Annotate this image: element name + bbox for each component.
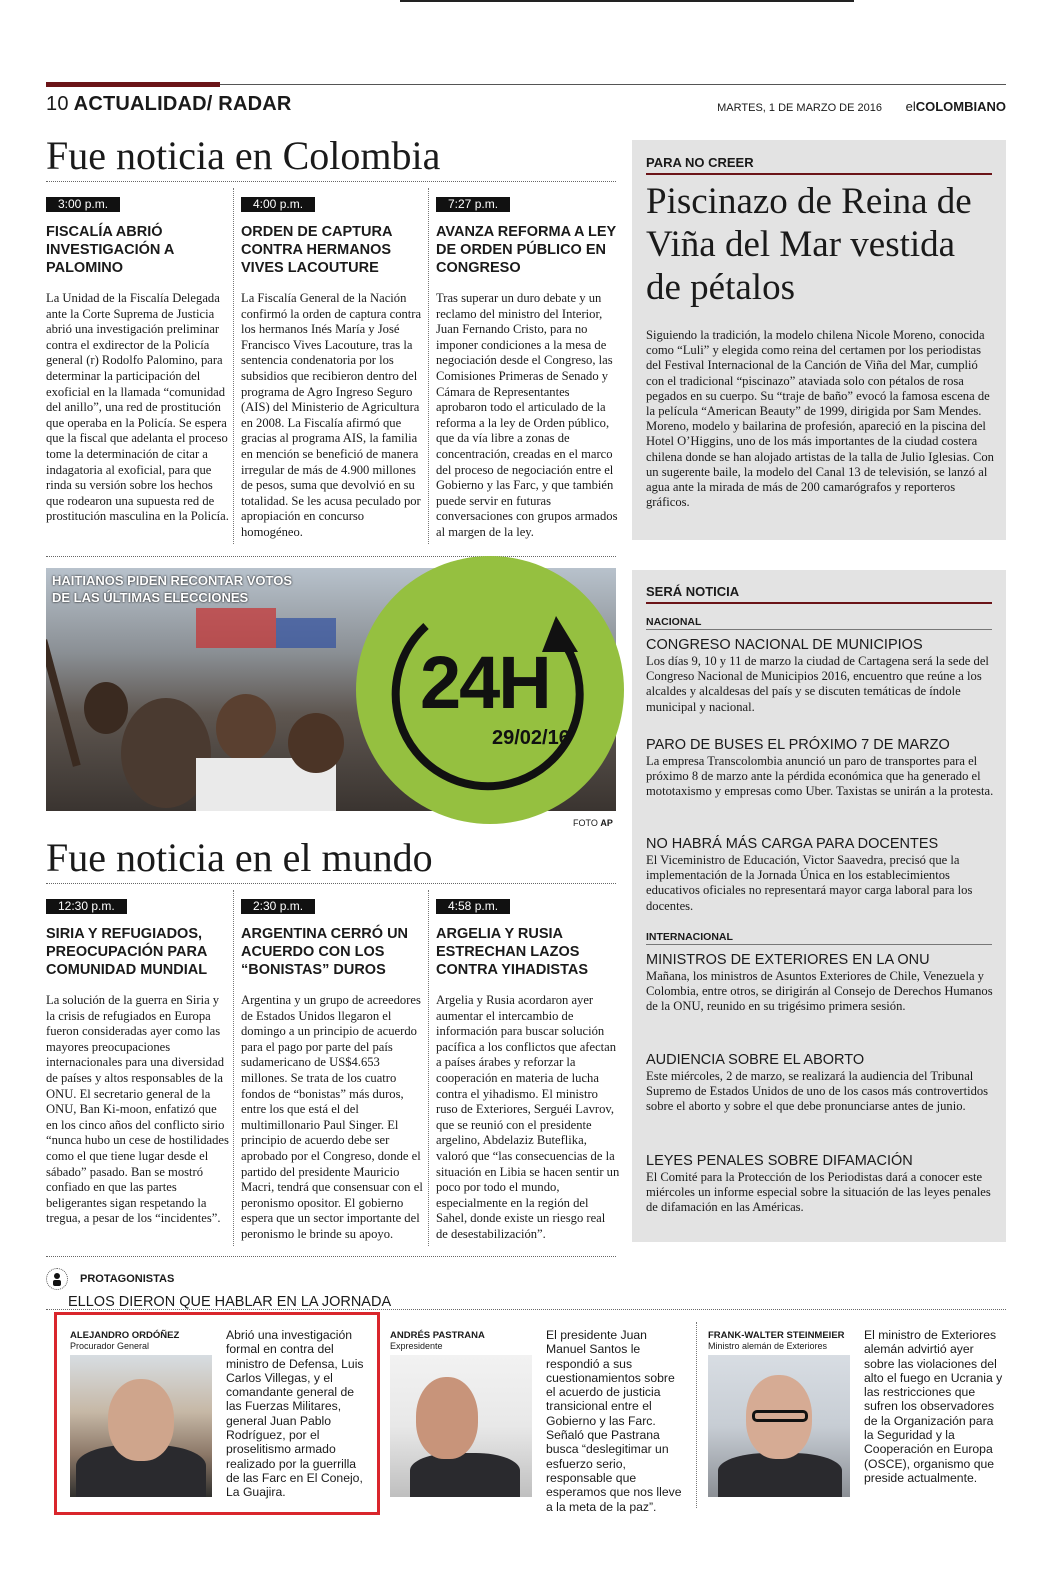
page-number: 10: [46, 93, 69, 115]
item-title: CONGRESO NACIONAL DE MUNICIPIOS: [646, 637, 923, 653]
photo-caption: [52, 572, 292, 606]
mundo-news-item: [241, 897, 425, 1243]
news-headline: SIRIA Y REFUGIADOS, PREOCUPACIÓN PARA COMUNIDAD MUNDIAL: [46, 926, 208, 978]
item-title: MINISTROS DE EXTERIORES EN LA ONU: [646, 952, 930, 968]
subhead-rule: [646, 629, 992, 630]
person-photo: [70, 1355, 212, 1497]
photo-credit: [573, 818, 613, 828]
time-badge: 7:27 p.m.: [436, 197, 510, 212]
section-name: ACTUALIDAD/: [73, 93, 213, 115]
section-divider: [46, 1256, 616, 1257]
news-body: Argelia y Rusia acordaron ayer aumentar el intercambio de información para buscar solución pacífica a los conflictos que afectan a países árabes y reforzar la cooperación en materia de lucha contra el yihadismo. El ministro ruso de Exteriores, Serguéi Lavrov, que se reunió con el presidente argelino, Abdelaziz Buteflika, valoró que “las consecuencias de la situación en Libia se hacen sentir un poco por todo el mundo, especialmente en la región del Sahel, donde existe un riesgo real de desestabilización”.: [436, 993, 620, 1241]
badge-label: 24H: [420, 641, 550, 724]
panel-body: Siguiendo la tradición, la modelo chilena Nicole Moreno, conocida como “Luli” y elegida como reina del certamen por los periodistas del Festival Internacional de la Canción de Viña del Mar, cumplió con el tradicional “piscinazo” ataviada solo con pétalos de rosa pegados en su cuerpo. Su “traje de baño” evocó la famosa escena de la película “American Beauty” de 1999, dirigida por Sam Mendes. Moreno, modelo y bailarina de profesión, apareció en la piscina del Hotel O’Higgins, uno de los más importantes de la ciudad costera chilena donde se han alojado artistas de la talla de Julio Iglesias. Con un sugerente baile, la modelo del Canal 13 de televisión, se lanzó al agua ante la mirada de más de 200 camarógrafos y reporteros gráficos.: [646, 328, 994, 510]
person-role: Procurador General: [70, 1341, 150, 1351]
sera-noticia-panel: [632, 570, 1006, 1242]
sera-noticia-item: [646, 952, 996, 1015]
time-badge: 2:30 p.m.: [241, 899, 315, 914]
person-name: FRANK-WALTER STEINMEIER: [708, 1330, 845, 1341]
person-photo: [390, 1355, 532, 1497]
column-separator: [233, 890, 234, 1246]
news-headline: ARGENTINA CERRÓ UN ACUERDO CON LOS “BONISTAS” DUROS: [241, 926, 409, 978]
person-text: El ministro de Exteriores alemán advirtió ayer sobre las violaciones del alto el fuego en Ucrania y las restricciones que sufren los observadores de la Organización para la Seguridad y la Cooperación en Europa (OSCE), organismo que preside actualmente.: [864, 1328, 1003, 1485]
mundo-news-item: [436, 897, 620, 1243]
column-separator: [233, 188, 234, 544]
person-name: ANDRÉS PASTRANA: [390, 1330, 485, 1341]
panel-title: Piscinazo de Reina de Viña del Mar vestida de pétalos: [646, 181, 972, 308]
item-body: Este miércoles, 2 de marzo, se realizará la audiencia del Tribunal Supremo de Estados Unidos de uno de los casos más controvertidos sobre el aborto y sobre el que debe pronunciarse antes de junio.: [646, 1069, 989, 1114]
sera-noticia-item: [646, 1153, 996, 1216]
colombia-section-title: Fue noticia en Colombia: [46, 133, 441, 178]
sera-noticia-item: [646, 637, 996, 715]
top-edge-rule: [400, 0, 854, 2]
time-badge: 12:30 p.m.: [46, 899, 127, 914]
page-header: [46, 93, 292, 116]
time-badge: 3:00 p.m.: [46, 197, 120, 212]
person-text: Abrió una investigación formal en contra del ministro de Defensa, Luis Carlos Villegas, y el comandante general de las Fuerzas Militares, general Juan Pablo Rodríguez, por el proselitismo armado realizado por la guerrilla de las Farc en El Conejo, La Guajira.: [226, 1328, 364, 1500]
section-divider: [46, 181, 616, 182]
colombia-news-item: [436, 195, 620, 541]
mundo-news-item: [46, 897, 230, 1227]
internacional-label: INTERNACIONAL: [646, 931, 733, 943]
subhead-rule: [646, 944, 992, 945]
column-separator: [428, 188, 429, 544]
issue-date: MARTES, 1 DE MARZO DE 2016: [717, 102, 882, 114]
news-headline: FISCALÍA ABRIÓ INVESTIGACIÓN A PALOMINO: [46, 224, 174, 276]
sera-noticia-item: [646, 836, 996, 914]
item-body: El Comité para la Protección de los Periodistas dará a conocer este miércoles un informe especial sobre la situación de las leyes penales de difamación en las Américas.: [646, 1170, 991, 1215]
person-name: ALEJANDRO ORDÓÑEZ: [70, 1330, 180, 1341]
caption-line: DE LAS ÚLTIMAS ELECCIONES: [52, 590, 249, 605]
news-headline: ARGELIA Y RUSIA ESTRECHAN LAZOS CONTRA YIHADISTAS: [436, 926, 588, 978]
header-rule: [220, 84, 1006, 85]
panel-kicker: PARA NO CREER: [646, 155, 754, 170]
colombia-news-item: [241, 195, 425, 541]
nacional-label: NACIONAL: [646, 616, 702, 628]
brand-logo: [906, 99, 1006, 114]
subsection-name: RADAR: [218, 93, 292, 115]
section-divider: [46, 1309, 1006, 1310]
sera-noticia-item: [646, 1052, 996, 1115]
protagonistas-kicker: PROTAGONISTAS: [80, 1273, 175, 1285]
kicker-rule: [646, 173, 992, 175]
news-body: La Fiscalía General de la Nación confirmó la orden de captura contra los hermanos Inés María y José Francisco Vives Lacouture, tras la sentencia condenatoria por los subsidios que recibieron dentro del programa de Agro Ingreso Seguro (AIS) del Ministerio de Agricultura en 2008. La Fiscalía afirmó que gracias al programa AIS, la familia en mención se benefició de manera irregular de más de 4.900 millones de pesos, suma que devolvió en su totalidad. Se les acusa peculado por apropiación en concurso homogéneo.: [241, 291, 422, 539]
item-body: El Viceministro de Educación, Victor Saavedra, precisó que la implementación de la Jornada Única en los establecimientos educativos oficiales no representará mayor carga laboral para los docentes.: [646, 853, 973, 913]
header-accent-bar: [46, 82, 220, 87]
news-body: Argentina y un grupo de acreedores de Estados Unidos llegaron el domingo a un principio de acuerdo para el pago por parte del país sudamericano de US$4.653 millones. Se trata de los cuatro fondos de “bonistas” más duros, entre los que está el del multimillonario Paul Singer. El principio de acuerdo debe ser aprobado por el Congreso, donde el partido del presidente Mauricio Macri, tendrá que consensuar con el peronismo opositor. El gobierno espera que un sector importante del peronismo le brinde su apoyo.: [241, 993, 423, 1241]
credit-source: AP: [600, 818, 613, 828]
para-no-creer-panel: [632, 140, 1006, 540]
badge-date: 29/02/16: [492, 727, 570, 749]
section-divider: [46, 883, 616, 884]
kicker-rule: [646, 602, 992, 604]
item-body: La empresa Transcolombia anunció un paro de transportes para el próximo 8 de marzo ante la pérdida económica que ha generado el mototaxismo y empresas como Uber. Taxistas se unirán a la protesta.: [646, 754, 994, 799]
colombia-news-item: [46, 195, 230, 525]
item-body: Mañana, los ministros de Asuntos Exteriores de Chile, Venezuela y Colombia, entre otros, se dirigirán al Consejo de Derechos Humanos de la ONU, reunido en su trigésimo primera sesión.: [646, 969, 993, 1014]
panel-kicker: SERÁ NOTICIA: [646, 584, 740, 599]
person-role: Ministro alemán de Exteriores: [708, 1341, 828, 1351]
column-separator: [696, 1322, 697, 1508]
news-body: La Unidad de la Fiscalía Delegada ante la Corte Suprema de Justicia abrió una investigación preliminar contra el exdirector de la Policía general (r) Rodolfo Palomino, para determinar la participación del exoficial en la llamada “comunidad del anillo”, una red de prostitución que operaba en la Policía. Se espera que la fiscal que adelanta el proceso tome la determinación de citar a indagatoria al exoficial, para que rinda su versión sobre los hechos que rodearon una supuesta red de prostitución masculina en la Policía.: [46, 291, 229, 524]
time-badge: 4:58 p.m.: [436, 899, 510, 914]
item-title: AUDIENCIA SOBRE EL ABORTO: [646, 1052, 865, 1068]
item-title: LEYES PENALES SOBRE DIFAMACIÓN: [646, 1153, 913, 1169]
mundo-section-title: Fue noticia en el mundo: [46, 835, 433, 880]
item-body: Los días 9, 10 y 11 de marzo la ciudad de Cartagena será la sede del Congreso Nacional de Municipios 2016, encuentro que reúne a los alcaldes y alcaldesas del país y se discuten temáticas de índole municipal y nacional.: [646, 654, 989, 714]
person-role: Expresidente: [390, 1341, 443, 1351]
column-separator: [428, 890, 429, 1246]
sera-noticia-item: [646, 737, 996, 800]
person-photo: [708, 1355, 850, 1497]
person-icon: [46, 1268, 68, 1290]
item-title: PARO DE BUSES EL PRÓXIMO 7 DE MARZO: [646, 737, 950, 753]
news-body: Tras superar un duro debate y un reclamo del ministro del Interior, Juan Fernando Cristo, para no imponer condiciones a la mesa de negociación desde el Congreso, las Comisiones Primeras de Senado y Cámara de Representantes aprobaron todo el articulado de la reforma a la ley de Orden público, que da vía libre a zonas de concentración, creadas en el marco del proceso de negociación entre el Gobierno y las Farc, y que también puede servir en futuras conversaciones con grupos armados al margen de la ley.: [436, 291, 618, 539]
brand-name: COLOMBIANO: [915, 99, 1006, 114]
news-headline: ORDEN DE CAPTURA CONTRA HERMANOS VIVES LACOUTURE: [241, 224, 392, 276]
credit-label: FOTO: [573, 818, 598, 828]
caption-line: HAITIANOS PIDEN RECONTAR VOTOS: [52, 573, 293, 588]
item-title: NO HABRÁ MÁS CARGA PARA DOCENTES: [646, 836, 939, 852]
time-badge: 4:00 p.m.: [241, 197, 315, 212]
news-headline: AVANZA REFORMA A LEY DE ORDEN PÚBLICO EN CONGRESO: [436, 224, 616, 276]
protagonistas-subtitle: ELLOS DIERON QUE HABLAR EN LA JORNADA: [68, 1294, 392, 1310]
person-text: El presidente Juan Manuel Santos le respondió a sus cuestionamientos sobre el acuerdo de justicia transicional entre el Gobierno y las Farc. Señaló que Pastrana busca “deslegitimar un esfuerzo serio, responsable que esperamos que nos lleve a la meta de la paz”.: [546, 1328, 682, 1514]
brand-prefix: el: [905, 99, 916, 114]
news-body: La solución de la guerra en Siria y la crisis de refugiados en Europa fueron consideradas ayer como las mayores preocupaciones internacionales para una diversidad de países y altos responsables de la ONU. El secretario general de la ONU, Ban Ki-moon, enfatizó que en los cinco años del conflicto sirio “nunca hubo un cese de hostilidades como el que tiene lugar desde el sábado” pasado. Ban se mostró confiado en que las partes beligerantes sigan respetando la tregua, a pesar de los “incidentes”.: [46, 993, 229, 1226]
